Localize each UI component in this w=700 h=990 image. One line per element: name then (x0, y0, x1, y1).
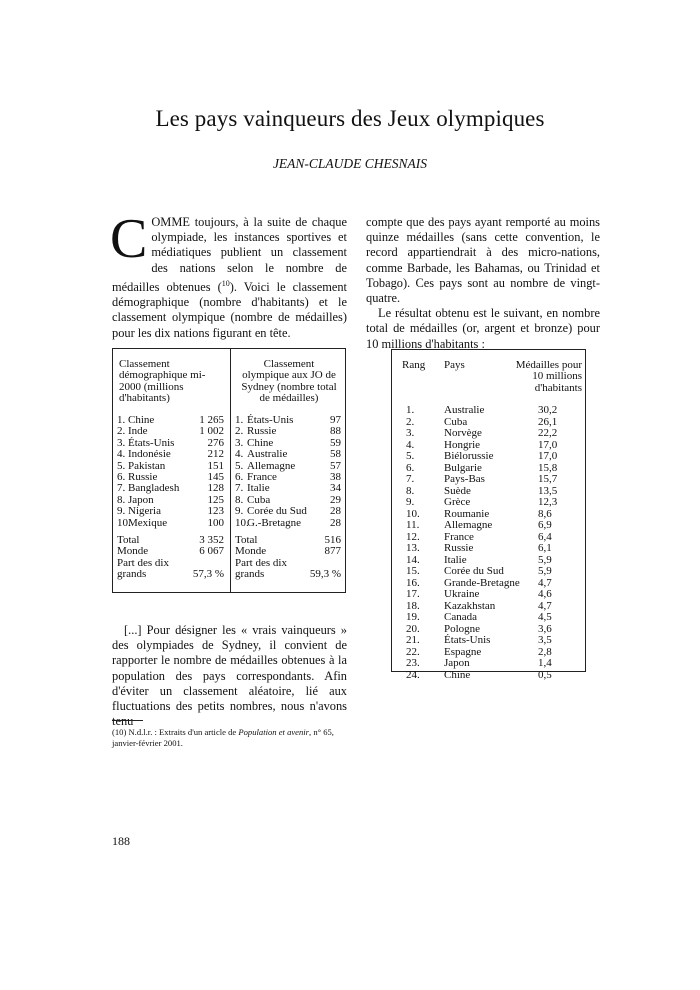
rank-cell: 10. (117, 516, 131, 529)
medals-per-capita-table (391, 349, 586, 681)
country-cell: Cuba (247, 493, 271, 506)
table-row (392, 658, 585, 670)
demographic-totals (113, 535, 230, 581)
right-paragraph-2: Le résultat obtenu est le suivant, en nombre total de médailles (or, argent et bronze) pour 10 millions d'habitants : (366, 306, 600, 351)
value-cell: 13,5 (538, 484, 558, 497)
rank-cell: 15. (406, 565, 420, 577)
country-cell: Grèce (444, 496, 471, 508)
footnote-suffix: , n° 65, janvier-février 2001. (112, 727, 334, 748)
rank-cell: 11. (406, 519, 420, 531)
country-cell: Russie (128, 470, 158, 483)
rank-cell: 24. (406, 668, 420, 681)
table-row (231, 506, 345, 517)
rank-cell: 6. (235, 470, 244, 483)
table-row (392, 543, 585, 555)
country-cell: Japon (128, 493, 154, 506)
intro-paragraph (110, 208, 347, 341)
monde-label: Monde (117, 545, 149, 558)
value-cell: 3,6 (538, 622, 552, 635)
value-cell: 17,0 (538, 438, 558, 451)
table-row (231, 518, 345, 529)
rank-cell: 19. (406, 611, 420, 623)
table-row (113, 449, 230, 460)
country-cell: Pakistan (128, 459, 166, 472)
value-cell: 145 (207, 470, 224, 483)
demographic-header: Classement démographique mi-2000 (millions d'habitants) (119, 358, 206, 405)
rank-cell: 8. (235, 493, 244, 506)
country-cell: France (444, 530, 474, 543)
table-row (392, 647, 585, 659)
olympic-totals (231, 535, 345, 581)
rank-cell: 20. (406, 622, 420, 635)
right-paragraph-1: compte que des pays ayant remporté au moins quinze médailles (sans cette convention, le record appartiendrait à des micro-nations, comme Barbade, les Bahamas, ou Trinidad et Tobago). Ces pays sont au nombre de vingt-quatre. (366, 215, 600, 306)
value-cell: 4,7 (538, 599, 552, 612)
table-row (113, 518, 230, 529)
rank-cell: 3. (235, 436, 244, 449)
country-cell: Corée du Sud (247, 505, 307, 518)
monde-value: 6 067 (199, 545, 224, 558)
country-cell: Suède (444, 484, 471, 497)
part-label: Part des dix (235, 556, 287, 569)
rank-cell: 4. (235, 448, 244, 461)
country-cell: Allemagne (247, 459, 296, 472)
author: JEAN-CLAUDE CHESNAIS (272, 156, 428, 171)
value-cell: 12,3 (538, 496, 558, 508)
rank-cell: 9. (406, 496, 415, 508)
part-value: 59,3 % (309, 568, 341, 581)
country-cell: Canada (444, 611, 477, 623)
table-row (392, 532, 585, 544)
rank-cell: 1. (406, 404, 415, 416)
olympic-header: Classement olympique aux JO de Sydney (nombre total de médailles) (241, 358, 337, 405)
country-cell: Allemagne (444, 519, 493, 531)
value-cell: 29 (330, 493, 341, 506)
value-cell: 15,8 (538, 461, 558, 474)
rank-cell: 3. (117, 436, 126, 449)
footnote-prefix: (10) N.d.l.r. : Extraits d'un article de (112, 727, 239, 737)
rank-cell: 6. (406, 461, 415, 474)
value-cell: 59 (330, 436, 341, 449)
rank-cell: 9. (235, 505, 244, 518)
value-cell: 30,2 (538, 404, 558, 416)
column-header-rang: Rang (402, 359, 426, 371)
value-cell: 6,9 (538, 519, 552, 531)
total-value: 3 352 (199, 534, 224, 546)
rank-cell: 1. (117, 414, 126, 426)
bottom-paragraph: [...] Pour désigner les « vrais vainqueurs » des olympiades de Sydney, il convient de rapporter le nombre de médailles obtenues à la population des pays correspondants. Afin d'éviter un classement aléatoire, lié aux fluctuations des petits nombres, nous n'avons tenu (112, 623, 347, 729)
country-cell: Kazakhstan (444, 599, 496, 612)
table-row (392, 566, 585, 578)
rank-cell: 13. (406, 542, 420, 554)
country-cell: Biélorussie (444, 450, 494, 462)
country-cell: Pays-Bas (444, 473, 485, 485)
value-cell: 17,0 (538, 450, 558, 462)
total-value: 516 (324, 534, 341, 546)
table-row (392, 428, 585, 440)
country-cell: Italie (247, 482, 270, 495)
value-cell: 128 (207, 482, 224, 495)
country-cell: Roumanie (444, 507, 490, 520)
value-cell: 0,5 (538, 668, 552, 681)
value-cell: 6,4 (538, 530, 552, 543)
intro-text: toujours, à la suite de chaque olympiade, les instances sportives et médiatiques publient un classement des nations selon le nombre de médailles obtenues ( (112, 215, 347, 294)
column-header-medailles: Médailles pour 10 millions d'habitants (515, 359, 582, 394)
value-cell: 4,5 (538, 611, 552, 623)
olympic-rows (231, 415, 345, 529)
table-row (392, 520, 585, 532)
demographic-rows (113, 415, 230, 529)
column-header-pays: Pays (444, 359, 465, 371)
value-cell: 26,1 (538, 415, 558, 428)
note-ref: 10 (221, 278, 230, 288)
total-label: Total (235, 534, 258, 546)
value-cell: 123 (207, 505, 224, 518)
country-cell: États-Unis (444, 634, 491, 646)
country-cell: Italie (444, 553, 467, 566)
country-cell: Pologne (444, 622, 481, 635)
country-cell: Indonésie (128, 448, 171, 461)
country-cell: Chine (128, 414, 155, 426)
part-label: Part des dix (117, 556, 169, 569)
value-cell: 22,2 (538, 427, 558, 439)
value-cell: 1,4 (538, 657, 552, 669)
bottom-left-column (112, 623, 347, 729)
rank-cell: 9. (117, 505, 126, 518)
country-cell: Russie (444, 542, 474, 554)
country-cell: Cuba (444, 415, 468, 428)
value-cell: 88 (330, 425, 341, 438)
value-cell: 57 (330, 459, 341, 472)
rank-cell: 22. (406, 645, 420, 658)
classements-table (112, 348, 346, 593)
rank-cell: 7. (235, 482, 244, 495)
country-cell: Bangladesh (128, 482, 180, 495)
demographic-ranking (113, 349, 230, 592)
country-cell: Ukraine (444, 588, 480, 600)
rank-cell: 12. (406, 530, 420, 543)
value-cell: 1 002 (199, 425, 224, 438)
value-cell: 28 (330, 505, 341, 518)
olympic-ranking (231, 349, 345, 592)
table-row (392, 601, 585, 613)
value-cell: 2,8 (538, 645, 552, 658)
rank-cell: 1. (235, 414, 244, 426)
table-row (231, 449, 345, 460)
value-cell: 34 (330, 482, 341, 495)
drop-cap: C (110, 208, 148, 270)
monde-label: Monde (235, 545, 267, 558)
rank-cell: 5. (406, 450, 415, 462)
rank-cell: 5. (117, 459, 126, 472)
page-number: 188 (112, 834, 130, 848)
table-row (392, 497, 585, 509)
table-row (392, 405, 585, 417)
country-cell: Japon (444, 657, 470, 669)
country-cell: Bulgarie (444, 461, 482, 474)
value-cell: 6,1 (538, 542, 552, 554)
page-title: Les pays vainqueurs des Jeux olympiques (155, 106, 545, 131)
country-cell: Chine (444, 668, 471, 681)
part-value: 57,3 % (192, 568, 224, 581)
rank-cell: 16. (406, 576, 420, 589)
country-cell: Inde (128, 425, 148, 438)
right-column (366, 215, 600, 352)
rank-cell: 8. (117, 493, 126, 506)
footnote (112, 727, 362, 748)
rank-cell: 18. (406, 599, 420, 612)
rank-cell: 2. (235, 425, 244, 438)
intro-text-end: ). Voici le classement démographique (nombre d'habitants) et le classement olympique (nombre de médailles) pour les dix nations figurant en tête. (112, 279, 347, 340)
rank-cell: 23. (406, 657, 420, 669)
value-cell: 97 (330, 414, 341, 426)
country-cell: Russie (247, 425, 277, 438)
country-cell: Nigeria (128, 505, 161, 518)
table-row (392, 670, 585, 682)
value-cell: 4,6 (538, 588, 552, 600)
rank-cell: 8. (406, 484, 415, 497)
value-cell: 125 (207, 493, 224, 506)
table-row (392, 612, 585, 624)
country-cell: États-Unis (247, 414, 294, 426)
footnote-rule (112, 720, 143, 721)
country-cell: Chine (247, 436, 274, 449)
value-cell: 4,7 (538, 576, 552, 589)
country-cell: Grande-Bretagne (444, 576, 520, 589)
rank-cell: 14. (406, 553, 420, 566)
rank-cell: 17. (406, 588, 420, 600)
country-cell: Australie (444, 404, 485, 416)
value-cell: 58 (330, 448, 341, 461)
rank-cell: 10. (235, 516, 249, 529)
country-cell: Australie (247, 448, 288, 461)
country-cell: États-Unis (128, 436, 175, 449)
table-row (392, 578, 585, 590)
value-cell: 28 (330, 516, 341, 529)
part-label-2: grands (235, 568, 265, 581)
country-cell: Mexique (128, 516, 168, 529)
value-cell: 151 (207, 459, 224, 472)
rank-cell: 6. (117, 470, 126, 483)
table-row (113, 506, 230, 517)
table-row (392, 635, 585, 647)
rank-cell: 3. (406, 427, 415, 439)
intro-first-word: OMME (151, 215, 190, 229)
rank-cell: 10. (406, 507, 420, 520)
country-cell: Corée du Sud (444, 565, 504, 577)
country-cell: Espagne (444, 645, 482, 658)
intro-column (110, 208, 347, 341)
total-label: Total (117, 534, 140, 546)
rank-cell: 2. (117, 425, 126, 438)
rank-cell: 4. (117, 448, 126, 461)
rank-cell: 21. (406, 634, 420, 646)
rank-cell: 7. (117, 482, 126, 495)
part-label-2: grands (117, 568, 147, 581)
footnote-journal: Population et avenir (238, 727, 310, 737)
value-cell: 1 265 (199, 414, 224, 426)
value-cell: 100 (207, 516, 224, 529)
rank-cell: 5. (235, 459, 244, 472)
value-cell: 5,9 (538, 553, 552, 566)
medal-rows (392, 405, 585, 681)
value-cell: 212 (207, 448, 224, 461)
country-cell: Norvège (444, 427, 482, 439)
country-cell: France (247, 470, 277, 483)
value-cell: 5,9 (538, 565, 552, 577)
value-cell: 15,7 (538, 473, 558, 485)
country-cell: Hongrie (444, 438, 481, 451)
value-cell: 276 (207, 436, 224, 449)
table-row (392, 451, 585, 463)
rank-cell: 2. (406, 415, 415, 428)
table-row (392, 474, 585, 486)
monde-value: 877 (324, 545, 341, 558)
table-row (392, 589, 585, 601)
rank-cell: 7. (406, 473, 415, 485)
value-cell: 38 (330, 470, 341, 483)
country-cell: G.-Bretagne (247, 516, 302, 529)
value-cell: 3,5 (538, 634, 552, 646)
rank-cell: 4. (406, 438, 415, 451)
value-cell: 8,6 (538, 507, 552, 520)
